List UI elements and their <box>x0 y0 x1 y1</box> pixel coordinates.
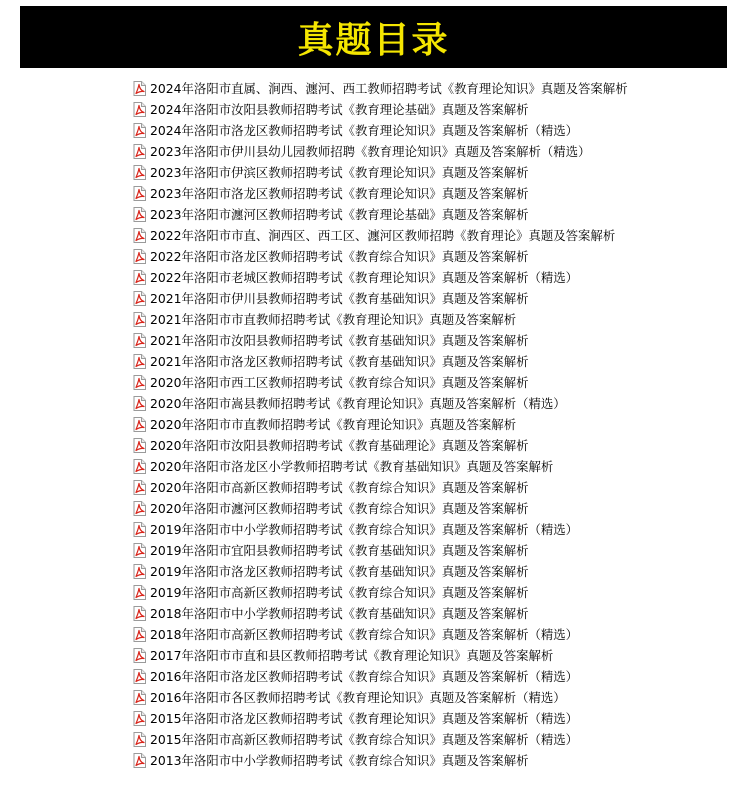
list-item[interactable] <box>133 372 628 393</box>
list-item[interactable] <box>133 162 628 183</box>
document-link[interactable]: 2021年洛阳市汝阳县教师招聘考试《教育基础知识》真题及答案解析 <box>150 333 529 348</box>
pdf-file-icon <box>133 585 146 600</box>
pdf-file-icon <box>133 522 146 537</box>
document-link[interactable]: 2023年洛阳市瀍河区教师招聘考试《教育理论基础》真题及答案解析 <box>150 207 529 222</box>
document-link[interactable]: 2016年洛阳市各区教师招聘考试《教育理论知识》真题及答案解析（精选） <box>150 690 566 705</box>
list-item[interactable] <box>133 561 628 582</box>
document-link[interactable]: 2020年洛阳市西工区教师招聘考试《教育综合知识》真题及答案解析 <box>150 375 529 390</box>
document-link[interactable]: 2020年洛阳市市直教师招聘考试《教育理论知识》真题及答案解析 <box>150 417 517 432</box>
document-list <box>133 78 628 771</box>
document-link[interactable]: 2020年洛阳市高新区教师招聘考试《教育综合知识》真题及答案解析 <box>150 480 529 495</box>
pdf-file-icon <box>133 711 146 726</box>
list-item[interactable] <box>133 351 628 372</box>
list-item[interactable] <box>133 309 628 330</box>
pdf-file-icon <box>133 102 146 117</box>
list-item[interactable] <box>133 141 628 162</box>
pdf-file-icon <box>133 606 146 621</box>
document-link[interactable]: 2019年洛阳市中小学教师招聘考试《教育综合知识》真题及答案解析（精选） <box>150 522 579 537</box>
pdf-file-icon <box>133 753 146 768</box>
document-link[interactable]: 2016年洛阳市洛龙区教师招聘考试《教育综合知识》真题及答案解析（精选） <box>150 669 579 684</box>
list-item[interactable] <box>133 225 628 246</box>
pdf-file-icon <box>133 249 146 264</box>
list-item[interactable] <box>133 267 628 288</box>
list-item[interactable] <box>133 288 628 309</box>
pdf-file-icon <box>133 81 146 96</box>
pdf-file-icon <box>133 501 146 516</box>
document-link[interactable]: 2015年洛阳市洛龙区教师招聘考试《教育理论知识》真题及答案解析（精选） <box>150 711 579 726</box>
pdf-file-icon <box>133 648 146 663</box>
pdf-file-icon <box>133 186 146 201</box>
pdf-file-icon <box>133 669 146 684</box>
list-item[interactable] <box>133 120 628 141</box>
list-item[interactable] <box>133 645 628 666</box>
document-link[interactable]: 2022年洛阳市市直、涧西区、西工区、瀍河区教师招聘《教育理论》真题及答案解析 <box>150 228 616 243</box>
list-item[interactable] <box>133 246 628 267</box>
list-item[interactable] <box>133 183 628 204</box>
document-link[interactable]: 2024年洛阳市汝阳县教师招聘考试《教育理论基础》真题及答案解析 <box>150 102 529 117</box>
list-item[interactable] <box>133 435 628 456</box>
document-link[interactable]: 2019年洛阳市洛龙区教师招聘考试《教育基础知识》真题及答案解析 <box>150 564 529 579</box>
document-link[interactable]: 2018年洛阳市中小学教师招聘考试《教育基础知识》真题及答案解析 <box>150 606 529 621</box>
list-item[interactable] <box>133 99 628 120</box>
list-item[interactable] <box>133 330 628 351</box>
pdf-file-icon <box>133 354 146 369</box>
document-link[interactable]: 2015年洛阳市高新区教师招聘考试《教育综合知识》真题及答案解析（精选） <box>150 732 579 747</box>
pdf-file-icon <box>133 291 146 306</box>
document-link[interactable]: 2021年洛阳市市直教师招聘考试《教育理论知识》真题及答案解析 <box>150 312 517 327</box>
document-link[interactable]: 2013年洛阳市中小学教师招聘考试《教育综合知识》真题及答案解析 <box>150 753 529 768</box>
list-item[interactable] <box>133 729 628 750</box>
document-link[interactable]: 2021年洛阳市洛龙区教师招聘考试《教育基础知识》真题及答案解析 <box>150 354 529 369</box>
document-link[interactable]: 2022年洛阳市洛龙区教师招聘考试《教育综合知识》真题及答案解析 <box>150 249 529 264</box>
list-item[interactable] <box>133 708 628 729</box>
pdf-file-icon <box>133 627 146 642</box>
pdf-file-icon <box>133 228 146 243</box>
pdf-file-icon <box>133 123 146 138</box>
list-item[interactable] <box>133 750 628 771</box>
list-item[interactable] <box>133 456 628 477</box>
document-link[interactable]: 2024年洛阳市洛龙区教师招聘考试《教育理论知识》真题及答案解析（精选） <box>150 123 579 138</box>
list-item[interactable] <box>133 666 628 687</box>
list-item[interactable] <box>133 393 628 414</box>
pdf-file-icon <box>133 270 146 285</box>
pdf-file-icon <box>133 396 146 411</box>
list-item[interactable] <box>133 498 628 519</box>
pdf-file-icon <box>133 480 146 495</box>
list-item[interactable] <box>133 582 628 603</box>
title-banner <box>20 6 727 68</box>
list-item[interactable] <box>133 687 628 708</box>
document-link[interactable]: 2023年洛阳市伊滨区教师招聘考试《教育理论知识》真题及答案解析 <box>150 165 529 180</box>
pdf-file-icon <box>133 165 146 180</box>
list-item[interactable] <box>133 519 628 540</box>
list-item[interactable] <box>133 540 628 561</box>
list-item[interactable] <box>133 414 628 435</box>
page-title: 真题目录 <box>297 18 450 61</box>
document-link[interactable]: 2020年洛阳市汝阳县教师招聘考试《教育基础理论》真题及答案解析 <box>150 438 529 453</box>
pdf-file-icon <box>133 144 146 159</box>
pdf-file-icon <box>133 564 146 579</box>
pdf-file-icon <box>133 459 146 474</box>
document-link[interactable]: 2023年洛阳市伊川县幼儿园教师招聘《教育理论知识》真题及答案解析（精选） <box>150 144 591 159</box>
document-link[interactable]: 2019年洛阳市宜阳县教师招聘考试《教育基础知识》真题及答案解析 <box>150 543 529 558</box>
document-link[interactable]: 2017年洛阳市市直和县区教师招聘考试《教育理论知识》真题及答案解析 <box>150 648 554 663</box>
document-link[interactable]: 2024年洛阳市直属、涧西、瀍河、西工教师招聘考试《教育理论知识》真题及答案解析 <box>150 81 628 96</box>
document-link[interactable]: 2020年洛阳市洛龙区小学教师招聘考试《教育基础知识》真题及答案解析 <box>150 459 554 474</box>
pdf-file-icon <box>133 333 146 348</box>
pdf-file-icon <box>133 438 146 453</box>
document-link[interactable]: 2018年洛阳市高新区教师招聘考试《教育综合知识》真题及答案解析（精选） <box>150 627 579 642</box>
pdf-file-icon <box>133 375 146 390</box>
list-item[interactable] <box>133 78 628 99</box>
document-link[interactable]: 2023年洛阳市洛龙区教师招聘考试《教育理论知识》真题及答案解析 <box>150 186 529 201</box>
document-link[interactable]: 2021年洛阳市伊川县教师招聘考试《教育基础知识》真题及答案解析 <box>150 291 529 306</box>
pdf-file-icon <box>133 732 146 747</box>
document-link[interactable]: 2020年洛阳市嵩县教师招聘考试《教育理论知识》真题及答案解析（精选） <box>150 396 566 411</box>
document-link[interactable]: 2022年洛阳市老城区教师招聘考试《教育理论知识》真题及答案解析（精选） <box>150 270 579 285</box>
list-item[interactable] <box>133 477 628 498</box>
document-link[interactable]: 2019年洛阳市高新区教师招聘考试《教育综合知识》真题及答案解析 <box>150 585 529 600</box>
pdf-file-icon <box>133 312 146 327</box>
pdf-file-icon <box>133 207 146 222</box>
document-link[interactable]: 2020年洛阳市瀍河区教师招聘考试《教育综合知识》真题及答案解析 <box>150 501 529 516</box>
list-item[interactable] <box>133 204 628 225</box>
pdf-file-icon <box>133 690 146 705</box>
list-item[interactable] <box>133 603 628 624</box>
pdf-file-icon <box>133 417 146 432</box>
pdf-file-icon <box>133 543 146 558</box>
list-item[interactable] <box>133 624 628 645</box>
